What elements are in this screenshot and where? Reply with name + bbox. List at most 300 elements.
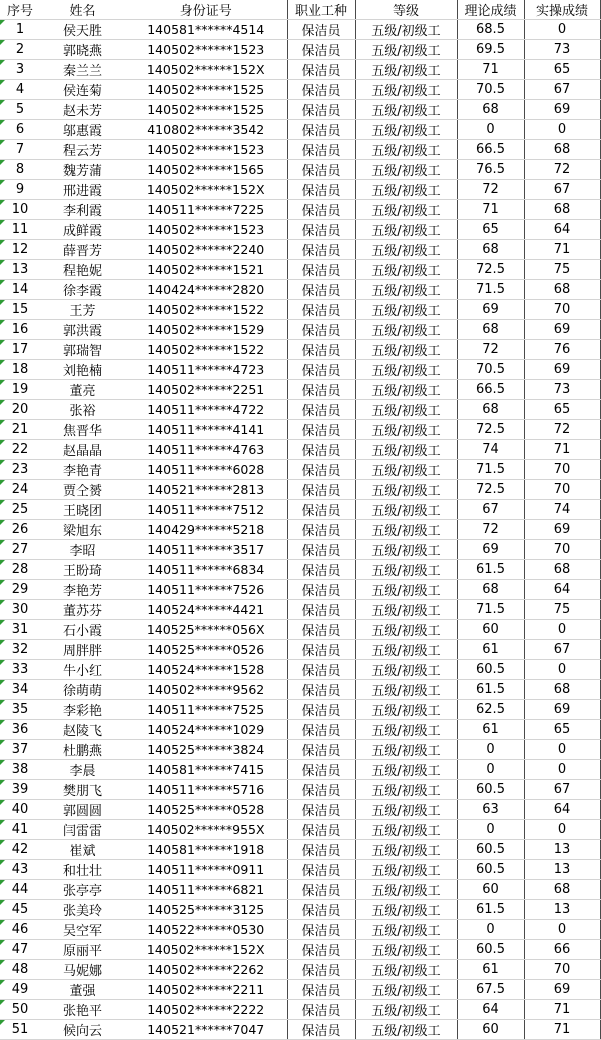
cell-practical-score[interactable]: 13 — [524, 900, 600, 920]
cell-grade[interactable]: 五级/初级工 — [355, 320, 457, 340]
cell-name[interactable]: 张艳平 — [40, 1000, 125, 1020]
cell-practical-score[interactable]: 65 — [524, 60, 600, 80]
cell-practical-score[interactable]: 67 — [524, 80, 600, 100]
cell-practical-score[interactable]: 75 — [524, 600, 600, 620]
cell-grade[interactable]: 五级/初级工 — [355, 640, 457, 660]
cell-index[interactable]: 14 — [0, 280, 40, 300]
cell-theory-score[interactable]: 72.5 — [457, 260, 524, 280]
cell-index[interactable]: 51 — [0, 1020, 40, 1040]
cell-practical-score[interactable]: 69 — [524, 360, 600, 380]
cell-name[interactable]: 侯天胜 — [40, 20, 125, 40]
cell-occupation[interactable]: 保洁员 — [287, 260, 355, 280]
cell-practical-score[interactable]: 67 — [524, 780, 600, 800]
cell-id-number[interactable]: 140502******1529 — [125, 320, 287, 340]
cell-practical-score[interactable]: 67 — [524, 640, 600, 660]
cell-occupation[interactable]: 保洁员 — [287, 40, 355, 60]
cell-index[interactable]: 11 — [0, 220, 40, 240]
cell-occupation[interactable]: 保洁员 — [287, 640, 355, 660]
cell-occupation[interactable]: 保洁员 — [287, 360, 355, 380]
cell-index[interactable]: 42 — [0, 840, 40, 860]
cell-id-number[interactable]: 140581******7415 — [125, 760, 287, 780]
cell-id-number[interactable]: 140525******056X — [125, 620, 287, 640]
cell-id-number[interactable]: 140524******1528 — [125, 660, 287, 680]
cell-id-number[interactable]: 140511******4722 — [125, 400, 287, 420]
cell-occupation[interactable]: 保洁员 — [287, 700, 355, 720]
cell-practical-score[interactable]: 69 — [524, 320, 600, 340]
cell-occupation[interactable]: 保洁员 — [287, 720, 355, 740]
cell-name[interactable]: 薛晋芳 — [40, 240, 125, 260]
cell-id-number[interactable]: 140525******3824 — [125, 740, 287, 760]
cell-occupation[interactable]: 保洁员 — [287, 740, 355, 760]
cell-id-number[interactable]: 140502******1522 — [125, 300, 287, 320]
cell-id-number[interactable]: 140502******1525 — [125, 100, 287, 120]
cell-practical-score[interactable]: 70 — [524, 480, 600, 500]
cell-practical-score[interactable]: 13 — [524, 860, 600, 880]
cell-name[interactable]: 郭圆圆 — [40, 800, 125, 820]
cell-practical-score[interactable]: 0 — [524, 740, 600, 760]
cell-practical-score[interactable]: 69 — [524, 520, 600, 540]
cell-occupation[interactable]: 保洁员 — [287, 520, 355, 540]
cell-grade[interactable]: 五级/初级工 — [355, 580, 457, 600]
cell-name[interactable]: 焦晋华 — [40, 420, 125, 440]
cell-name[interactable]: 郭洪霞 — [40, 320, 125, 340]
cell-occupation[interactable]: 保洁员 — [287, 280, 355, 300]
cell-practical-score[interactable]: 70 — [524, 460, 600, 480]
cell-id-number[interactable]: 140502******2240 — [125, 240, 287, 260]
cell-index[interactable]: 32 — [0, 640, 40, 660]
cell-index[interactable]: 5 — [0, 100, 40, 120]
cell-index[interactable]: 37 — [0, 740, 40, 760]
cell-name[interactable]: 和壮壮 — [40, 860, 125, 880]
cell-name[interactable]: 王芳 — [40, 300, 125, 320]
cell-name[interactable]: 成鲜霞 — [40, 220, 125, 240]
cell-theory-score[interactable]: 67.5 — [457, 980, 524, 1000]
cell-id-number[interactable]: 140511******3517 — [125, 540, 287, 560]
cell-name[interactable]: 魏芳蒲 — [40, 160, 125, 180]
cell-name[interactable]: 徐李霞 — [40, 280, 125, 300]
cell-theory-score[interactable]: 60 — [457, 620, 524, 640]
cell-index[interactable]: 24 — [0, 480, 40, 500]
cell-occupation[interactable]: 保洁员 — [287, 20, 355, 40]
cell-occupation[interactable]: 保洁员 — [287, 960, 355, 980]
cell-index[interactable]: 23 — [0, 460, 40, 480]
cell-grade[interactable]: 五级/初级工 — [355, 900, 457, 920]
cell-grade[interactable]: 五级/初级工 — [355, 160, 457, 180]
cell-index[interactable]: 41 — [0, 820, 40, 840]
cell-id-number[interactable]: 140511******6821 — [125, 880, 287, 900]
cell-theory-score[interactable]: 72 — [457, 520, 524, 540]
cell-id-number[interactable]: 140524******1029 — [125, 720, 287, 740]
cell-name[interactable]: 程艳妮 — [40, 260, 125, 280]
cell-theory-score[interactable]: 70.5 — [457, 80, 524, 100]
cell-id-number[interactable]: 140525******3125 — [125, 900, 287, 920]
cell-index[interactable]: 10 — [0, 200, 40, 220]
cell-practical-score[interactable]: 71 — [524, 440, 600, 460]
cell-practical-score[interactable]: 0 — [524, 620, 600, 640]
cell-id-number[interactable]: 140502******2251 — [125, 380, 287, 400]
cell-occupation[interactable]: 保洁员 — [287, 580, 355, 600]
cell-occupation[interactable]: 保洁员 — [287, 180, 355, 200]
cell-name[interactable]: 秦兰兰 — [40, 60, 125, 80]
cell-grade[interactable]: 五级/初级工 — [355, 620, 457, 640]
cell-name[interactable]: 董亮 — [40, 380, 125, 400]
cell-theory-score[interactable]: 60.5 — [457, 840, 524, 860]
cell-practical-score[interactable]: 68 — [524, 140, 600, 160]
cell-practical-score[interactable]: 68 — [524, 280, 600, 300]
cell-index[interactable]: 48 — [0, 960, 40, 980]
cell-occupation[interactable]: 保洁员 — [287, 980, 355, 1000]
cell-practical-score[interactable]: 71 — [524, 1020, 600, 1040]
cell-practical-score[interactable]: 73 — [524, 380, 600, 400]
cell-theory-score[interactable]: 68 — [457, 320, 524, 340]
cell-grade[interactable]: 五级/初级工 — [355, 560, 457, 580]
cell-name[interactable]: 马妮娜 — [40, 960, 125, 980]
cell-name[interactable]: 邬惠霞 — [40, 120, 125, 140]
cell-practical-score[interactable]: 70 — [524, 540, 600, 560]
cell-practical-score[interactable]: 69 — [524, 980, 600, 1000]
cell-occupation[interactable]: 保洁员 — [287, 440, 355, 460]
cell-index[interactable]: 15 — [0, 300, 40, 320]
cell-occupation[interactable]: 保洁员 — [287, 780, 355, 800]
cell-name[interactable]: 董苏芬 — [40, 600, 125, 620]
cell-id-number[interactable]: 140424******2820 — [125, 280, 287, 300]
cell-grade[interactable]: 五级/初级工 — [355, 600, 457, 620]
cell-id-number[interactable]: 140524******4421 — [125, 600, 287, 620]
cell-occupation[interactable]: 保洁员 — [287, 820, 355, 840]
cell-grade[interactable]: 五级/初级工 — [355, 460, 457, 480]
cell-name[interactable]: 贾仝赟 — [40, 480, 125, 500]
cell-grade[interactable]: 五级/初级工 — [355, 960, 457, 980]
cell-grade[interactable]: 五级/初级工 — [355, 240, 457, 260]
cell-grade[interactable]: 五级/初级工 — [355, 300, 457, 320]
cell-theory-score[interactable]: 61.5 — [457, 900, 524, 920]
cell-name[interactable]: 赵晶晶 — [40, 440, 125, 460]
cell-grade[interactable]: 五级/初级工 — [355, 400, 457, 420]
cell-grade[interactable]: 五级/初级工 — [355, 220, 457, 240]
cell-id-number[interactable]: 140429******5218 — [125, 520, 287, 540]
cell-name[interactable]: 李艳芳 — [40, 580, 125, 600]
cell-name[interactable]: 牛小红 — [40, 660, 125, 680]
cell-practical-score[interactable]: 65 — [524, 400, 600, 420]
cell-theory-score[interactable]: 61.5 — [457, 680, 524, 700]
cell-occupation[interactable]: 保洁员 — [287, 200, 355, 220]
cell-id-number[interactable]: 140511******4723 — [125, 360, 287, 380]
cell-theory-score[interactable]: 63 — [457, 800, 524, 820]
cell-grade[interactable]: 五级/初级工 — [355, 820, 457, 840]
cell-theory-score[interactable]: 72 — [457, 340, 524, 360]
cell-grade[interactable]: 五级/初级工 — [355, 440, 457, 460]
cell-theory-score[interactable]: 61 — [457, 640, 524, 660]
cell-index[interactable]: 16 — [0, 320, 40, 340]
cell-grade[interactable]: 五级/初级工 — [355, 20, 457, 40]
cell-practical-score[interactable]: 69 — [524, 700, 600, 720]
cell-name[interactable]: 侯连菊 — [40, 80, 125, 100]
cell-occupation[interactable]: 保洁员 — [287, 500, 355, 520]
column-header-id-number[interactable]: 身份证号 — [125, 0, 287, 20]
column-header-occupation[interactable]: 职业工种 — [287, 0, 355, 20]
cell-index[interactable]: 44 — [0, 880, 40, 900]
cell-name[interactable]: 邢进霞 — [40, 180, 125, 200]
cell-occupation[interactable]: 保洁员 — [287, 460, 355, 480]
cell-theory-score[interactable]: 68.5 — [457, 20, 524, 40]
cell-index[interactable]: 35 — [0, 700, 40, 720]
cell-practical-score[interactable]: 70 — [524, 960, 600, 980]
cell-id-number[interactable]: 140502******9562 — [125, 680, 287, 700]
column-header-name[interactable]: 姓名 — [40, 0, 125, 20]
cell-occupation[interactable]: 保洁员 — [287, 300, 355, 320]
cell-occupation[interactable]: 保洁员 — [287, 1000, 355, 1020]
cell-theory-score[interactable]: 70.5 — [457, 360, 524, 380]
cell-occupation[interactable]: 保洁员 — [287, 160, 355, 180]
cell-id-number[interactable]: 140502******1523 — [125, 220, 287, 240]
cell-theory-score[interactable]: 64 — [457, 1000, 524, 1020]
cell-index[interactable]: 30 — [0, 600, 40, 620]
cell-theory-score[interactable]: 66.5 — [457, 380, 524, 400]
cell-index[interactable]: 13 — [0, 260, 40, 280]
cell-practical-score[interactable]: 71 — [524, 1000, 600, 1020]
cell-name[interactable]: 周胖胖 — [40, 640, 125, 660]
cell-id-number[interactable]: 140525******0528 — [125, 800, 287, 820]
cell-occupation[interactable]: 保洁员 — [287, 220, 355, 240]
cell-practical-score[interactable]: 0 — [524, 660, 600, 680]
cell-occupation[interactable]: 保洁员 — [287, 120, 355, 140]
cell-id-number[interactable]: 140502******2222 — [125, 1000, 287, 1020]
cell-theory-score[interactable]: 72.5 — [457, 480, 524, 500]
cell-name[interactable]: 李昭 — [40, 540, 125, 560]
cell-occupation[interactable]: 保洁员 — [287, 540, 355, 560]
cell-id-number[interactable]: 140511******7525 — [125, 700, 287, 720]
cell-occupation[interactable]: 保洁员 — [287, 240, 355, 260]
cell-practical-score[interactable]: 71 — [524, 240, 600, 260]
cell-occupation[interactable]: 保洁员 — [287, 660, 355, 680]
cell-occupation[interactable]: 保洁员 — [287, 60, 355, 80]
cell-theory-score[interactable]: 68 — [457, 580, 524, 600]
cell-theory-score[interactable]: 71 — [457, 200, 524, 220]
cell-name[interactable]: 张美玲 — [40, 900, 125, 920]
cell-index[interactable]: 36 — [0, 720, 40, 740]
cell-id-number[interactable]: 140502******955X — [125, 820, 287, 840]
cell-index[interactable]: 45 — [0, 900, 40, 920]
cell-occupation[interactable]: 保洁员 — [287, 680, 355, 700]
cell-id-number[interactable]: 140502******1523 — [125, 140, 287, 160]
cell-practical-score[interactable]: 69 — [524, 100, 600, 120]
cell-grade[interactable]: 五级/初级工 — [355, 800, 457, 820]
cell-name[interactable]: 梁旭东 — [40, 520, 125, 540]
cell-practical-score[interactable]: 68 — [524, 200, 600, 220]
cell-name[interactable]: 李艳青 — [40, 460, 125, 480]
cell-grade[interactable]: 五级/初级工 — [355, 760, 457, 780]
cell-id-number[interactable]: 140511******4763 — [125, 440, 287, 460]
cell-grade[interactable]: 五级/初级工 — [355, 380, 457, 400]
cell-name[interactable]: 原丽平 — [40, 940, 125, 960]
cell-occupation[interactable]: 保洁员 — [287, 560, 355, 580]
cell-name[interactable]: 张裕 — [40, 400, 125, 420]
cell-occupation[interactable]: 保洁员 — [287, 940, 355, 960]
cell-occupation[interactable]: 保洁员 — [287, 400, 355, 420]
cell-id-number[interactable]: 140581******4514 — [125, 20, 287, 40]
cell-name[interactable]: 王盼琦 — [40, 560, 125, 580]
cell-grade[interactable]: 五级/初级工 — [355, 520, 457, 540]
cell-theory-score[interactable]: 0 — [457, 760, 524, 780]
cell-id-number[interactable]: 140521******2813 — [125, 480, 287, 500]
cell-practical-score[interactable]: 72 — [524, 420, 600, 440]
cell-grade[interactable]: 五级/初级工 — [355, 60, 457, 80]
cell-index[interactable]: 4 — [0, 80, 40, 100]
cell-grade[interactable]: 五级/初级工 — [355, 500, 457, 520]
cell-theory-score[interactable]: 0 — [457, 120, 524, 140]
cell-occupation[interactable]: 保洁员 — [287, 900, 355, 920]
cell-theory-score[interactable]: 0 — [457, 740, 524, 760]
cell-name[interactable]: 郭晓燕 — [40, 40, 125, 60]
cell-id-number[interactable]: 140502******1565 — [125, 160, 287, 180]
cell-index[interactable]: 34 — [0, 680, 40, 700]
cell-grade[interactable]: 五级/初级工 — [355, 360, 457, 380]
cell-grade[interactable]: 五级/初级工 — [355, 720, 457, 740]
cell-index[interactable]: 31 — [0, 620, 40, 640]
cell-theory-score[interactable]: 61.5 — [457, 560, 524, 580]
cell-occupation[interactable]: 保洁员 — [287, 380, 355, 400]
cell-index[interactable]: 47 — [0, 940, 40, 960]
cell-grade[interactable]: 五级/初级工 — [355, 780, 457, 800]
cell-practical-score[interactable]: 67 — [524, 180, 600, 200]
cell-index[interactable]: 28 — [0, 560, 40, 580]
cell-grade[interactable]: 五级/初级工 — [355, 100, 457, 120]
cell-theory-score[interactable]: 69.5 — [457, 40, 524, 60]
cell-practical-score[interactable]: 68 — [524, 560, 600, 580]
cell-theory-score[interactable]: 61 — [457, 960, 524, 980]
cell-practical-score[interactable]: 64 — [524, 220, 600, 240]
cell-practical-score[interactable]: 65 — [524, 720, 600, 740]
cell-grade[interactable]: 五级/初级工 — [355, 840, 457, 860]
cell-theory-score[interactable]: 61 — [457, 720, 524, 740]
cell-id-number[interactable]: 140502******2211 — [125, 980, 287, 1000]
cell-id-number[interactable]: 140511******7225 — [125, 200, 287, 220]
cell-grade[interactable]: 五级/初级工 — [355, 180, 457, 200]
cell-index[interactable]: 7 — [0, 140, 40, 160]
cell-grade[interactable]: 五级/初级工 — [355, 140, 457, 160]
cell-index[interactable]: 46 — [0, 920, 40, 940]
cell-name[interactable]: 李彩艳 — [40, 700, 125, 720]
cell-occupation[interactable]: 保洁员 — [287, 80, 355, 100]
cell-name[interactable]: 李晨 — [40, 760, 125, 780]
cell-index[interactable]: 20 — [0, 400, 40, 420]
cell-practical-score[interactable]: 0 — [524, 20, 600, 40]
cell-occupation[interactable]: 保洁员 — [287, 860, 355, 880]
cell-grade[interactable]: 五级/初级工 — [355, 940, 457, 960]
cell-occupation[interactable]: 保洁员 — [287, 620, 355, 640]
cell-grade[interactable]: 五级/初级工 — [355, 340, 457, 360]
cell-occupation[interactable]: 保洁员 — [287, 140, 355, 160]
cell-practical-score[interactable]: 0 — [524, 920, 600, 940]
cell-grade[interactable]: 五级/初级工 — [355, 540, 457, 560]
cell-practical-score[interactable]: 0 — [524, 820, 600, 840]
cell-id-number[interactable]: 140511******0911 — [125, 860, 287, 880]
cell-index[interactable]: 19 — [0, 380, 40, 400]
cell-id-number[interactable]: 140502******1523 — [125, 40, 287, 60]
cell-name[interactable]: 刘艳楠 — [40, 360, 125, 380]
cell-theory-score[interactable]: 66.5 — [457, 140, 524, 160]
cell-id-number[interactable]: 140581******1918 — [125, 840, 287, 860]
cell-theory-score[interactable]: 68 — [457, 240, 524, 260]
cell-id-number[interactable]: 140502******1521 — [125, 260, 287, 280]
cell-index[interactable]: 8 — [0, 160, 40, 180]
cell-theory-score[interactable]: 71 — [457, 60, 524, 80]
cell-theory-score[interactable]: 67 — [457, 500, 524, 520]
cell-theory-score[interactable]: 60.5 — [457, 780, 524, 800]
cell-id-number[interactable]: 140502******1525 — [125, 80, 287, 100]
cell-name[interactable]: 程云芳 — [40, 140, 125, 160]
cell-theory-score[interactable]: 71.5 — [457, 460, 524, 480]
cell-id-number[interactable]: 140511******5716 — [125, 780, 287, 800]
cell-index[interactable]: 2 — [0, 40, 40, 60]
cell-occupation[interactable]: 保洁员 — [287, 480, 355, 500]
cell-practical-score[interactable]: 68 — [524, 680, 600, 700]
cell-occupation[interactable]: 保洁员 — [287, 760, 355, 780]
cell-theory-score[interactable]: 71.5 — [457, 600, 524, 620]
cell-theory-score[interactable]: 60.5 — [457, 940, 524, 960]
cell-grade[interactable]: 五级/初级工 — [355, 980, 457, 1000]
cell-theory-score[interactable]: 60 — [457, 1020, 524, 1040]
cell-grade[interactable]: 五级/初级工 — [355, 860, 457, 880]
cell-id-number[interactable]: 140511******4141 — [125, 420, 287, 440]
cell-occupation[interactable]: 保洁员 — [287, 100, 355, 120]
cell-id-number[interactable]: 140511******6834 — [125, 560, 287, 580]
cell-occupation[interactable]: 保洁员 — [287, 920, 355, 940]
cell-id-number[interactable]: 140511******7512 — [125, 500, 287, 520]
cell-name[interactable]: 徐萌萌 — [40, 680, 125, 700]
cell-practical-score[interactable]: 74 — [524, 500, 600, 520]
cell-index[interactable]: 50 — [0, 1000, 40, 1020]
cell-grade[interactable]: 五级/初级工 — [355, 660, 457, 680]
cell-name[interactable]: 李利霞 — [40, 200, 125, 220]
cell-theory-score[interactable]: 60.5 — [457, 660, 524, 680]
cell-practical-score[interactable]: 73 — [524, 40, 600, 60]
cell-practical-score[interactable]: 0 — [524, 760, 600, 780]
cell-name[interactable]: 郭瑞智 — [40, 340, 125, 360]
column-header-grade[interactable]: 等级 — [355, 0, 457, 20]
cell-index[interactable]: 49 — [0, 980, 40, 1000]
cell-grade[interactable]: 五级/初级工 — [355, 1020, 457, 1040]
cell-id-number[interactable]: 140502******152X — [125, 180, 287, 200]
cell-practical-score[interactable]: 64 — [524, 800, 600, 820]
cell-id-number[interactable]: 140522******0530 — [125, 920, 287, 940]
cell-index[interactable]: 12 — [0, 240, 40, 260]
cell-practical-score[interactable]: 0 — [524, 120, 600, 140]
cell-theory-score[interactable]: 69 — [457, 540, 524, 560]
cell-index[interactable]: 43 — [0, 860, 40, 880]
cell-name[interactable]: 樊朋飞 — [40, 780, 125, 800]
cell-index[interactable]: 27 — [0, 540, 40, 560]
cell-id-number[interactable]: 140502******2262 — [125, 960, 287, 980]
cell-index[interactable]: 21 — [0, 420, 40, 440]
cell-occupation[interactable]: 保洁员 — [287, 420, 355, 440]
cell-practical-score[interactable]: 72 — [524, 160, 600, 180]
cell-occupation[interactable]: 保洁员 — [287, 340, 355, 360]
cell-index[interactable]: 38 — [0, 760, 40, 780]
cell-name[interactable]: 赵未芳 — [40, 100, 125, 120]
cell-index[interactable]: 17 — [0, 340, 40, 360]
cell-grade[interactable]: 五级/初级工 — [355, 40, 457, 60]
cell-grade[interactable]: 五级/初级工 — [355, 480, 457, 500]
cell-theory-score[interactable]: 60 — [457, 880, 524, 900]
cell-name[interactable]: 赵陵飞 — [40, 720, 125, 740]
cell-grade[interactable]: 五级/初级工 — [355, 260, 457, 280]
cell-index[interactable]: 29 — [0, 580, 40, 600]
cell-theory-score[interactable]: 76.5 — [457, 160, 524, 180]
cell-practical-score[interactable]: 64 — [524, 580, 600, 600]
cell-theory-score[interactable]: 62.5 — [457, 700, 524, 720]
cell-grade[interactable]: 五级/初级工 — [355, 1000, 457, 1020]
